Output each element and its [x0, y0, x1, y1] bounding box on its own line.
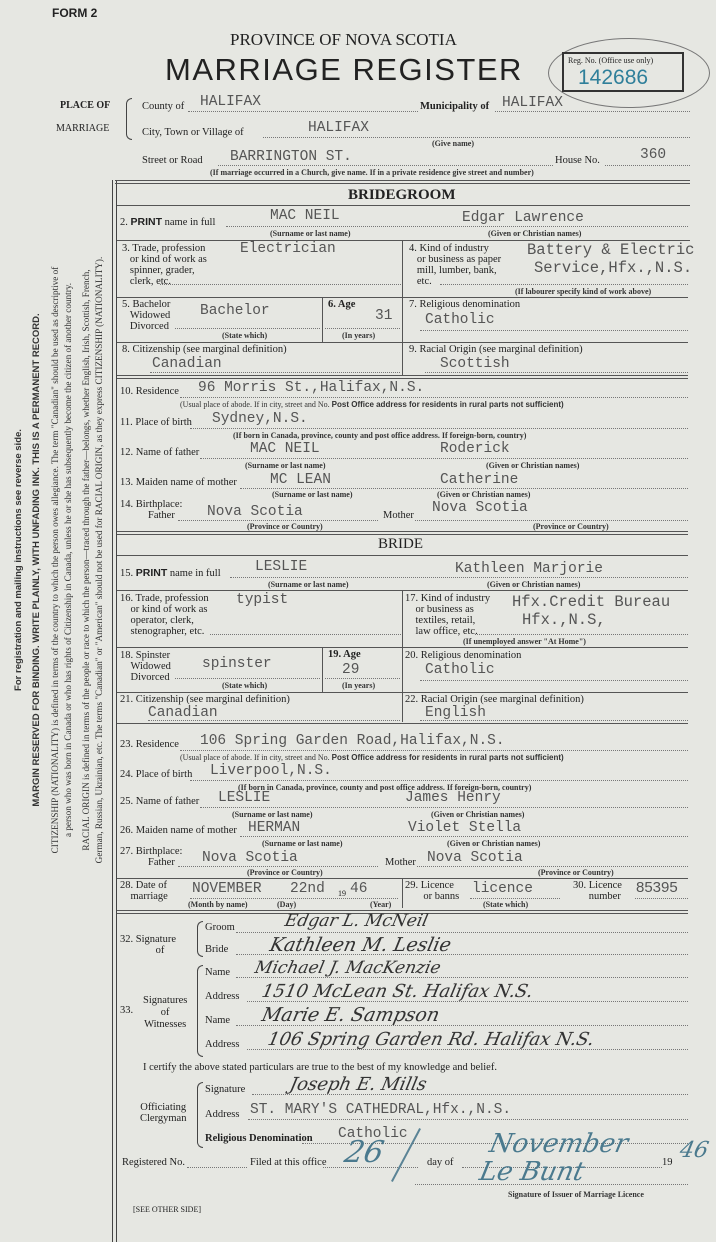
- caption-month: (Month by name): [188, 900, 248, 909]
- bride-citizenship: Canadian: [148, 705, 218, 721]
- bride-mother-surname: HERMAN: [248, 820, 301, 836]
- clergy-denomination: Catholic: [338, 1126, 408, 1142]
- issuer-signature: Le Bunt: [476, 1157, 588, 1187]
- caption-given: (Given or Christian names): [447, 839, 541, 848]
- bride-industry-1: Hfx.Credit Bureau: [512, 593, 671, 611]
- caption-year: (Year): [370, 900, 392, 909]
- county-label: County of: [142, 101, 185, 112]
- groom-residence: 96 Morris St.,Halifax,N.S.: [198, 380, 425, 396]
- caption-given: (Given or Christian names): [486, 461, 580, 470]
- bride-name-label: 15. PRINT name in full: [120, 567, 221, 579]
- religious-denomination-label: Religious Denomination: [205, 1133, 313, 1144]
- citizenship-label: 8. Citizenship (see marginal definition): [122, 344, 287, 355]
- groom-mother-given: Catherine: [440, 472, 519, 488]
- caption-province: (Province or Country): [533, 522, 609, 531]
- residence-label: 10. Residence: [120, 386, 179, 397]
- filed-label: Filed at this office: [250, 1157, 327, 1168]
- date-of-marriage-label: 28. Date of marriage: [120, 880, 168, 902]
- house-label: House No.: [555, 155, 600, 166]
- groom-trade: Electrician: [240, 241, 336, 257]
- street-caption: (If marriage occurred in a Church, give name. If in a private residence give street and number): [210, 168, 534, 177]
- caption-given: (Given or Christian names): [487, 580, 581, 589]
- issuer-caption: Signature of Issuer of Marriage Licence: [508, 1190, 644, 1199]
- bride-religion: Catholic: [425, 662, 495, 678]
- bride-mother-birthplace: Nova Scotia: [427, 850, 523, 866]
- birthplace-label: 27. Birthplace:: [120, 846, 183, 857]
- margin-line-racial-2: German, Russian, Ukrainian, etc. The terms "Canadian" or "American" should not be used for RACIAL ORIGIN, as they express CITIZENSHIP (NATIONALITY).: [94, 256, 104, 864]
- groom-signature: Edgar L. McNeil: [282, 911, 430, 931]
- marriage-year: 46: [350, 881, 368, 897]
- caption-province: (Province or Country): [538, 868, 614, 877]
- province-title: PROVINCE OF NOVA SCOTIA: [230, 30, 457, 49]
- father-label: 12. Name of father: [120, 447, 200, 458]
- bride-signature: Kathleen M. Leslie: [267, 934, 454, 956]
- clergy-address: ST. MARY'S CATHEDRAL,Hfx.,N.S.: [250, 1102, 512, 1118]
- groom-given-names: Edgar Lawrence: [462, 210, 584, 226]
- caption-state: (State which): [222, 681, 268, 690]
- caption-given: (Given or Christian names): [437, 490, 531, 499]
- groom-mother-surname: MC LEAN: [270, 472, 331, 488]
- bride-surname: LESLIE: [255, 559, 308, 575]
- field-number: 33.: [120, 1005, 134, 1016]
- day-of-label: day of: [427, 1157, 454, 1168]
- filed-day: 26: [341, 1135, 388, 1170]
- form-frame-left: [112, 180, 117, 1242]
- bride-father-surname: LESLIE: [218, 790, 271, 806]
- groom-father-given: Roderick: [440, 441, 510, 457]
- father-label: 25. Name of father: [120, 796, 200, 807]
- bride-residence: 106 Spring Garden Road,Halifax,N.S.: [200, 733, 505, 749]
- witness1-name: Michael J. MacKenzie: [252, 958, 443, 978]
- marriage-month: NOVEMBER: [192, 881, 262, 897]
- caption-surname: (Surname or last name): [272, 490, 353, 499]
- age-label: 6. Age: [328, 299, 356, 310]
- reg-number: 142686: [578, 66, 649, 89]
- religion-label: 20. Religious denomination: [405, 650, 522, 661]
- groom-birthplace: Sydney,N.S.: [212, 411, 308, 427]
- county-value: HALIFAX: [200, 94, 261, 110]
- caption-surname: (Surname or last name): [232, 810, 313, 819]
- caption-surname: (Surname or last name): [262, 839, 343, 848]
- birthplace-father-label: Father: [148, 510, 175, 521]
- birth-label: 11. Place of birth: [120, 417, 192, 428]
- caption-province: (Province or Country): [247, 522, 323, 531]
- licence-number-label: 30. Licence number: [573, 880, 622, 902]
- witness2-address: 106 Spring Garden Rd. Halifax N.S.: [265, 1029, 597, 1050]
- print-label: PRINT: [130, 216, 162, 228]
- birthplace-label: 14. Birthplace:: [120, 499, 183, 510]
- city-caption: (Give name): [432, 139, 474, 148]
- page-title: MARRIAGE REGISTER: [165, 52, 523, 87]
- caption-state: (State which): [222, 331, 268, 340]
- margin-line-citizenship: CITIZENSHIP (NATIONALITY) is defined in terms of the country to which the person owes allegiance. The term "Canadian" should be used as descriptive of: [50, 266, 60, 854]
- bride-status-label: 18. Spinster Widowed Divorced: [120, 650, 171, 683]
- bride-trade: typist: [236, 592, 289, 608]
- filed-month: November: [486, 1129, 631, 1159]
- registered-no-label: Registered No.: [122, 1157, 185, 1168]
- caption-given: (Given or Christian names): [431, 810, 525, 819]
- bride-marital-status: spinster: [202, 656, 272, 672]
- groom-marital-status: Bachelor: [200, 303, 270, 319]
- racial-origin-label: 22. Racial Origin (see marginal definition): [405, 694, 584, 705]
- licence-or-banns-value: licence: [472, 881, 533, 897]
- age-label: 19. Age: [328, 649, 361, 660]
- bride-industry-2: Hfx.,N.S,: [522, 611, 606, 629]
- certify-statement: I certify the above stated particulars are true to the best of my knowledge and belief.: [143, 1062, 497, 1073]
- witness2-name: Marie E. Sampson: [259, 1004, 442, 1026]
- groom-surname: MAC NEIL: [270, 208, 340, 224]
- signature-of-label: 32. Signature of: [120, 934, 176, 956]
- groom-mother-birthplace: Nova Scotia: [432, 500, 528, 516]
- bride-given-names: Kathleen Marjorie: [455, 561, 603, 577]
- bride-birthplace: Liverpool,N.S.: [210, 763, 332, 779]
- name-in-full-label: name in full: [164, 217, 216, 228]
- bride-racial-origin: English: [425, 705, 486, 721]
- bride-sig-label: Bride: [205, 944, 229, 955]
- groom-age: 31: [375, 308, 393, 324]
- brace: [126, 98, 132, 140]
- margin-instructions: [0, 0, 115, 1120]
- reg-label: Reg. No. (Office use only): [568, 56, 654, 65]
- clergy-signature-label: Signature: [205, 1084, 246, 1095]
- municipality-label: Municipality of: [420, 101, 490, 112]
- bride-mother-given: Violet Stella: [408, 820, 522, 836]
- city-label: City, Town or Village of: [142, 127, 244, 138]
- groom-racial-origin: Scottish: [440, 356, 510, 372]
- groom-industry-label: 4. Kind of industry or business as paper mill, lumber, bank, etc.: [409, 243, 502, 287]
- citizenship-label: 21. Citizenship (see marginal definition): [120, 694, 290, 705]
- reg-number-box: [562, 52, 684, 92]
- caption-day: (Day): [277, 900, 297, 909]
- groom-trade-label: 3. Trade, profession or kind of work as spinner, grader, clerk, etc.: [122, 243, 207, 287]
- groom-status-label: 5. Bachelor Widowed Divorced: [122, 299, 171, 332]
- marriage-label: MARRIAGE: [56, 123, 110, 134]
- groom-father-birthplace: Nova Scotia: [207, 504, 303, 520]
- residence-caption: (Usual place of abode. If in city, street and No. Post Office address for residents in rural parts not sufficient): [180, 400, 564, 409]
- bride-age: 29: [342, 662, 360, 678]
- clergy-signature: Joseph E. Mills: [287, 1074, 429, 1095]
- birthplace-mother-label: Mother: [383, 510, 414, 521]
- bride-heading: BRIDE: [378, 536, 423, 552]
- mother-label: 26. Maiden name of mother: [120, 825, 237, 836]
- place-of-label: PLACE OF: [60, 100, 111, 111]
- licence-number: 85395: [636, 879, 678, 896]
- birth-caption: (If born in Canada, province, county and post office address. If foreign-born, country): [238, 783, 532, 792]
- bride-father-birthplace: Nova Scotia: [202, 850, 298, 866]
- brace: [197, 921, 203, 957]
- industry-caption: (If labourer specify kind of work above): [515, 287, 652, 296]
- city-value: HALIFAX: [308, 120, 369, 136]
- birthplace-father-label: Father: [148, 857, 175, 868]
- caption-years: (In years): [342, 681, 376, 690]
- field-number: 2.: [120, 217, 128, 228]
- residence-caption: (Usual place of abode. If in city, street and No. Post Office address for residents in rural parts not sufficient): [180, 753, 564, 762]
- religion-label: 7. Religious denomination: [409, 299, 521, 310]
- brace: [197, 965, 203, 1057]
- margin-line-reverse-side: For registration and mailing instructions see reverse side.: [13, 429, 24, 691]
- see-other-side: [SEE OTHER SIDE]: [133, 1205, 201, 1214]
- residence-label: 23. Residence: [120, 739, 179, 750]
- industry-caption: (If unemployed answer "At Home"): [463, 637, 586, 646]
- filed-century: 19: [662, 1157, 673, 1168]
- bridegroom-heading: BRIDEGROOM: [348, 187, 456, 203]
- marriage-day: 22nd: [290, 881, 325, 897]
- groom-religion: Catholic: [425, 312, 495, 328]
- groom-industry-2: Service,Hfx.,N.S.: [534, 259, 693, 277]
- margin-line-racial: RACIAL ORIGIN is defined in terms of the people or race to which the person—traced through the father—belongs, whether English, Irish, Scottish, French,: [81, 269, 91, 851]
- clergy-address-label: Address: [205, 1109, 240, 1120]
- street-value: BARRINGTON ST.: [230, 149, 352, 165]
- bride-trade-label: 16. Trade, profession or kind of work as operator, clerk, stenographer, etc.: [120, 593, 209, 637]
- birth-caption: (If born in Canada, province, county and post office address. If foreign-born, country): [233, 431, 527, 440]
- witness1-address: 1510 McLean St. Halifax N.S.: [259, 981, 535, 1002]
- groom-industry-1: Battery & Electric: [527, 241, 695, 259]
- witness1-name-label: Name: [205, 967, 231, 978]
- officiating-clergyman-label: Officiating Clergyman: [140, 1102, 187, 1124]
- caption-surname: (Surname or last name): [268, 580, 349, 589]
- caption-province: (Province or Country): [247, 868, 323, 877]
- caption-surname: (Surname or last name): [270, 229, 351, 238]
- bride-father-given: James Henry: [405, 790, 501, 806]
- licence-or-banns-label: 29. Licence or banns: [405, 880, 460, 902]
- witness2-name-label: Name: [205, 1015, 231, 1026]
- groom-name-label: [120, 216, 215, 229]
- groom-sig-label: Groom: [205, 922, 235, 933]
- birthplace-mother-label: Mother: [385, 857, 416, 868]
- margin-line-citizenship-2: a person who was born in Canada or who has rights of Citizenship in Canada, unless he or she has subsequently become the citizen of another country.: [63, 282, 73, 838]
- filed-year: 46: [677, 1138, 711, 1163]
- witnesses-label: Signatures of Witnesses: [143, 995, 188, 1030]
- racial-origin-label: 9. Racial Origin (see marginal definition): [409, 344, 583, 355]
- groom-citizenship: Canadian: [152, 356, 222, 372]
- brace: [197, 1082, 203, 1148]
- caption-state: (State which): [483, 900, 529, 909]
- margin-line-binding: MARGIN RESERVED FOR BINDING. WRITE PLAINLY, WITH UNFADING INK. THIS IS A PERMANENT RECORD.: [31, 313, 42, 807]
- marriage-century: 19: [338, 889, 346, 898]
- municipality-value: HALIFAX: [502, 95, 563, 111]
- caption-given: (Given or Christian names): [488, 229, 582, 238]
- groom-father-surname: MAC NEIL: [250, 441, 320, 457]
- bride-industry-label: 17. Kind of industry or business as textiles, retail, law office, etc.: [405, 593, 491, 637]
- witness1-address-label: Address: [205, 991, 240, 1002]
- birth-label: 24. Place of birth: [120, 769, 193, 780]
- caption-surname: (Surname or last name): [245, 461, 326, 470]
- house-value: 360: [640, 147, 667, 163]
- witness2-address-label: Address: [205, 1039, 240, 1050]
- street-label: Street or Road: [142, 155, 203, 166]
- form-number: FORM 2: [52, 6, 98, 20]
- caption-years: (In years): [342, 331, 376, 340]
- mother-label: 13. Maiden name of mother: [120, 477, 237, 488]
